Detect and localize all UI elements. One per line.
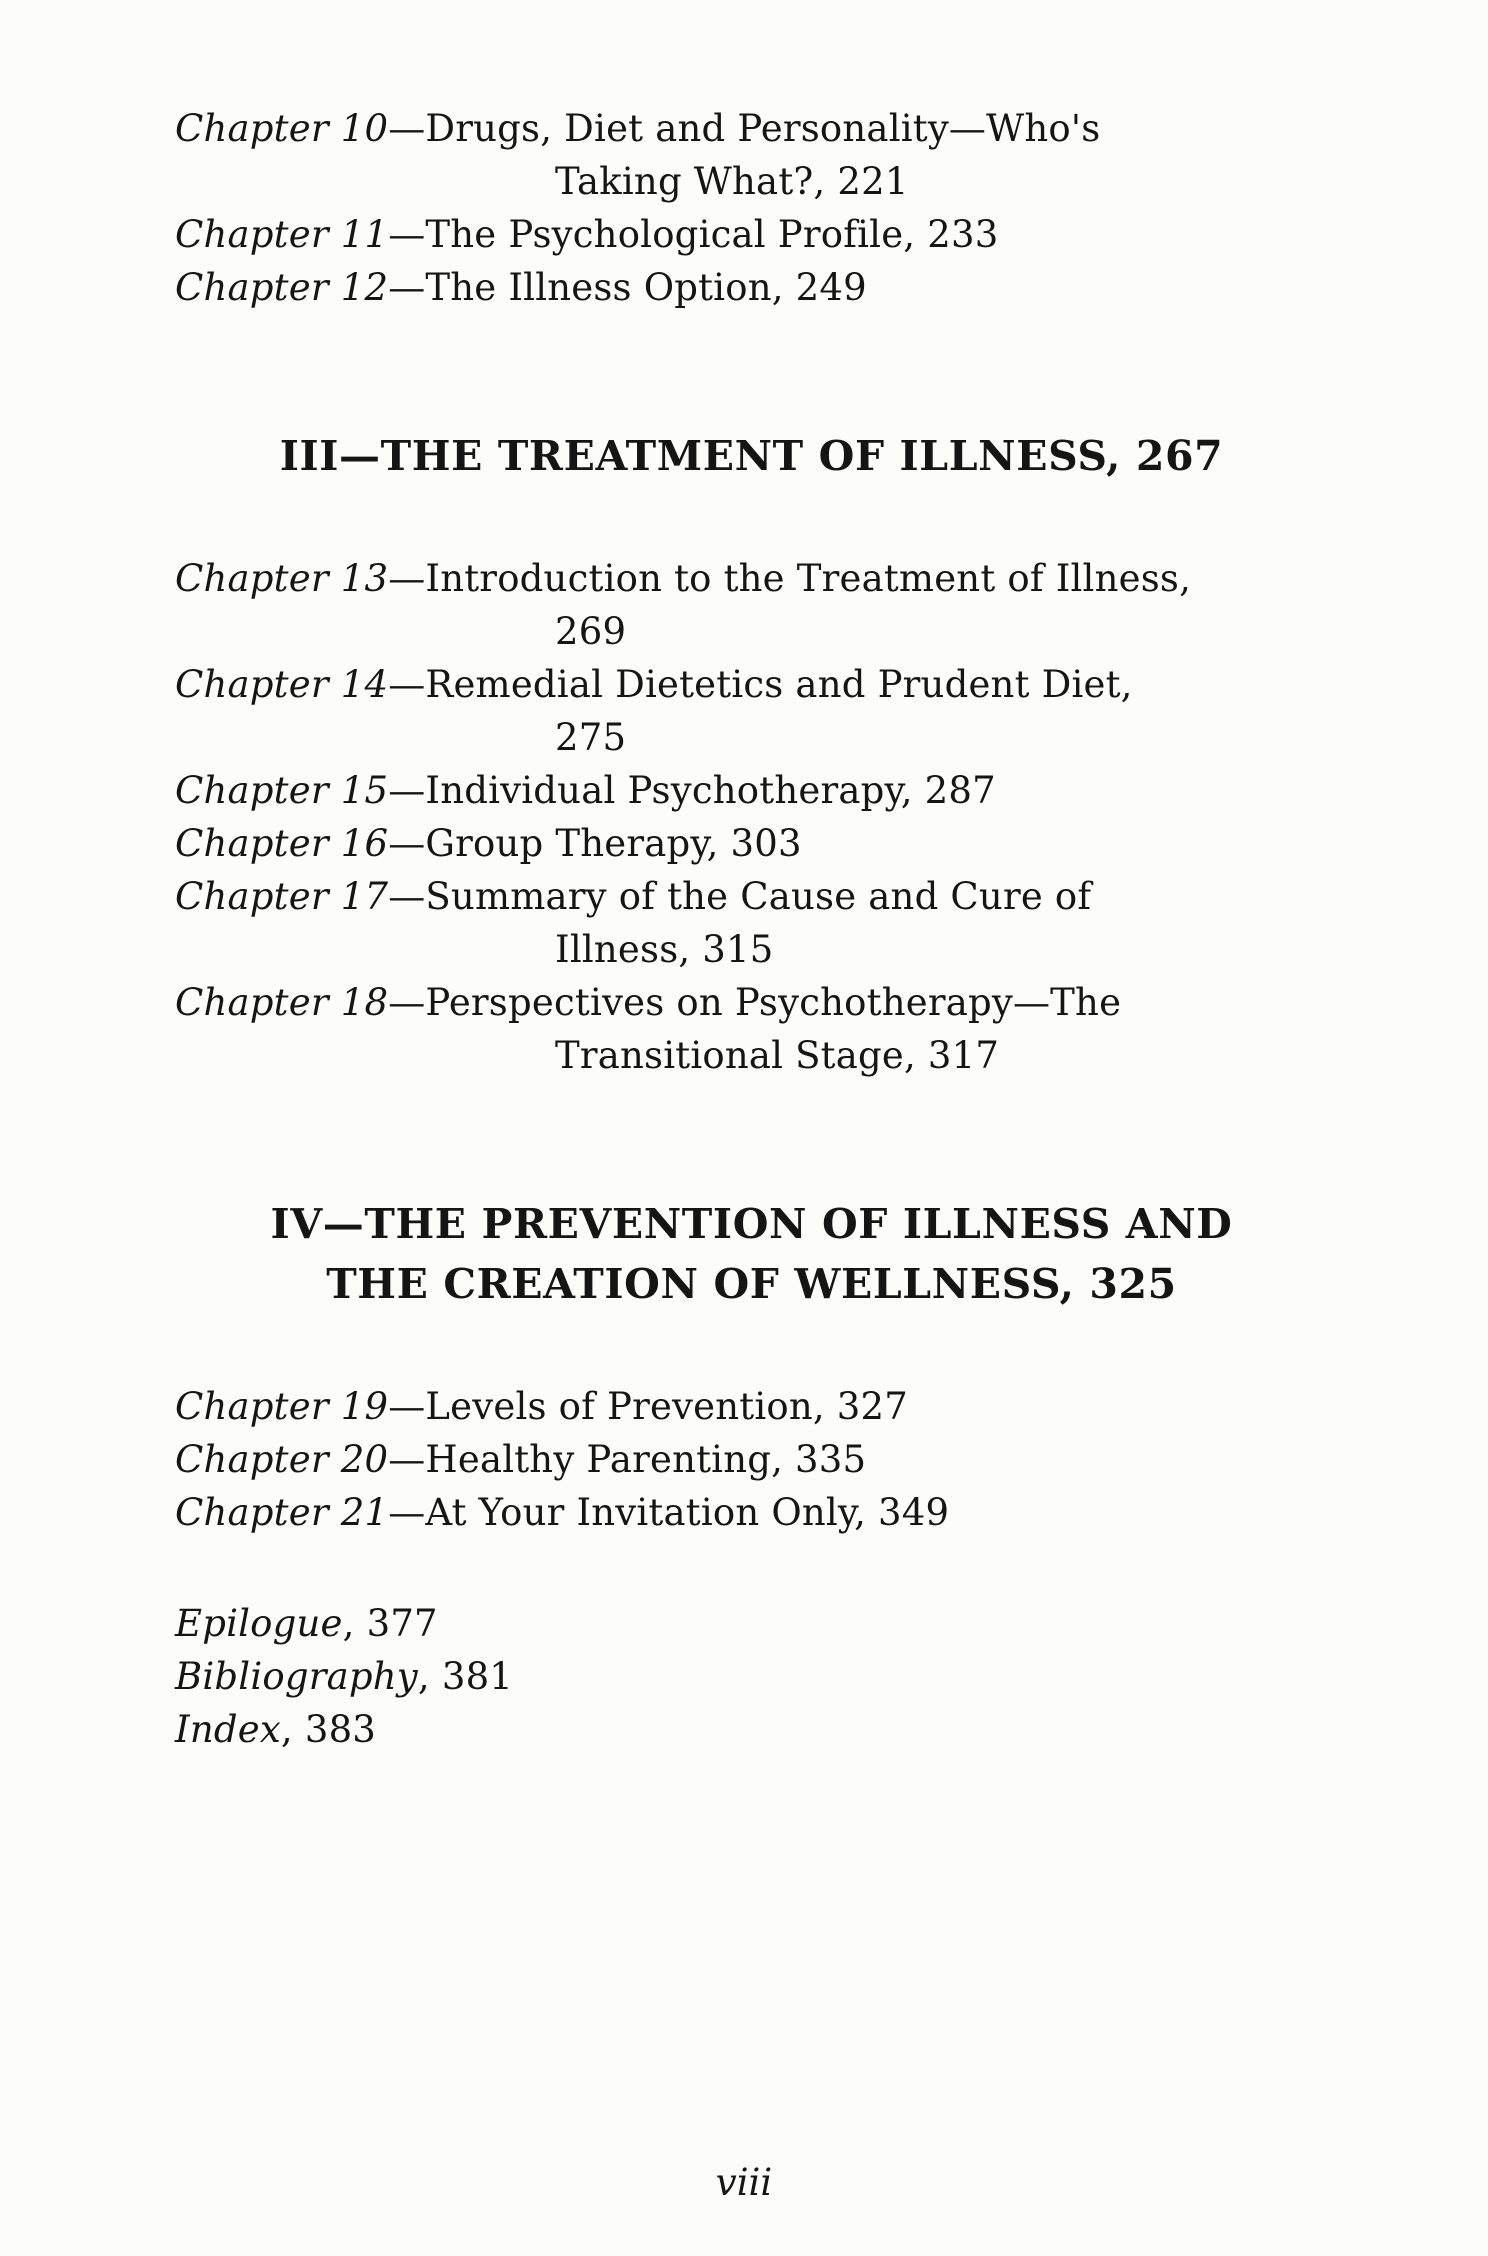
toc-entry xyxy=(175,817,1328,870)
chapter-label: Chapter 13 xyxy=(175,557,389,600)
toc-entry xyxy=(175,552,1328,658)
entry-title: —Summary of the Cause and Cure of xyxy=(388,875,1092,918)
toc-entry xyxy=(175,208,1328,261)
toc-entry xyxy=(175,976,1328,1082)
entry-title: —Drugs, Diet and Personality—Who's xyxy=(388,107,1101,150)
toc-entry xyxy=(175,261,1328,314)
chapter-label: Chapter 21 xyxy=(175,1491,389,1534)
part-heading-line: THE CREATION OF WELLNESS, 325 xyxy=(326,1260,1177,1308)
chapter-label: Chapter 14 xyxy=(175,663,389,706)
chapter-label: Chapter 11 xyxy=(175,213,389,256)
page-number: viii xyxy=(715,2161,773,2204)
entry-title: —At Your Invitation Only, 349 xyxy=(388,1491,950,1534)
toc-entry xyxy=(175,1433,1328,1486)
part-heading-line: III—THE TREATMENT OF ILLNESS, 267 xyxy=(279,432,1224,480)
entry-title: —Healthy Parenting, 335 xyxy=(388,1438,867,1481)
entry-title: , 381 xyxy=(417,1655,514,1698)
chapter-label: Epilogue xyxy=(175,1602,343,1645)
chapter-label: Chapter 19 xyxy=(175,1385,389,1428)
backmatter-entry xyxy=(175,1703,1328,1756)
entry-continuation: 275 xyxy=(555,716,627,759)
entry-title: —The Illness Option, 249 xyxy=(388,266,867,309)
chapter-label: Chapter 16 xyxy=(175,822,389,865)
entry-continuation: 269 xyxy=(555,610,627,653)
entry-title: —Individual Psychotherapy, 287 xyxy=(388,769,996,812)
chapter-label: Chapter 15 xyxy=(175,769,389,812)
entry-title: —Introduction to the Treatment of Illness, xyxy=(388,557,1192,600)
entry-title: —The Psychological Profile, 233 xyxy=(388,213,999,256)
toc-entry xyxy=(175,764,1328,817)
entry-title: —Remedial Dietetics and Prudent Diet, xyxy=(388,663,1133,706)
entry-title: —Group Therapy, 303 xyxy=(388,822,802,865)
entry-title: , 383 xyxy=(280,1708,377,1751)
chapter-label: Chapter 12 xyxy=(175,266,389,309)
part-heading xyxy=(175,1194,1328,1314)
chapter-label: Chapter 20 xyxy=(175,1438,389,1481)
toc-entry xyxy=(175,102,1328,208)
entry-title: , 377 xyxy=(342,1602,438,1645)
chapter-label: Chapter 17 xyxy=(175,875,389,918)
entry-continuation: Taking What?, 221 xyxy=(555,160,909,203)
chapter-label: Index xyxy=(175,1708,281,1751)
toc-entry xyxy=(175,1486,1328,1539)
entry-continuation: Illness, 315 xyxy=(555,928,774,971)
part-heading-line: IV—THE PREVENTION OF ILLNESS AND xyxy=(270,1200,1233,1248)
backmatter-entry xyxy=(175,1650,1328,1703)
chapter-label: Chapter 10 xyxy=(175,107,389,150)
part-heading xyxy=(175,426,1328,486)
backmatter-entry xyxy=(175,1597,1328,1650)
chapter-label: Chapter 18 xyxy=(175,981,389,1024)
toc-entry xyxy=(175,870,1328,976)
toc-entry xyxy=(175,658,1328,764)
entry-continuation: Transitional Stage, 317 xyxy=(555,1034,1000,1077)
entry-title: —Perspectives on Psychotherapy—The xyxy=(388,981,1122,1024)
chapter-label: Bibliography xyxy=(175,1655,418,1698)
entry-title: —Levels of Prevention, 327 xyxy=(388,1385,909,1428)
toc-entry xyxy=(175,1380,1328,1433)
